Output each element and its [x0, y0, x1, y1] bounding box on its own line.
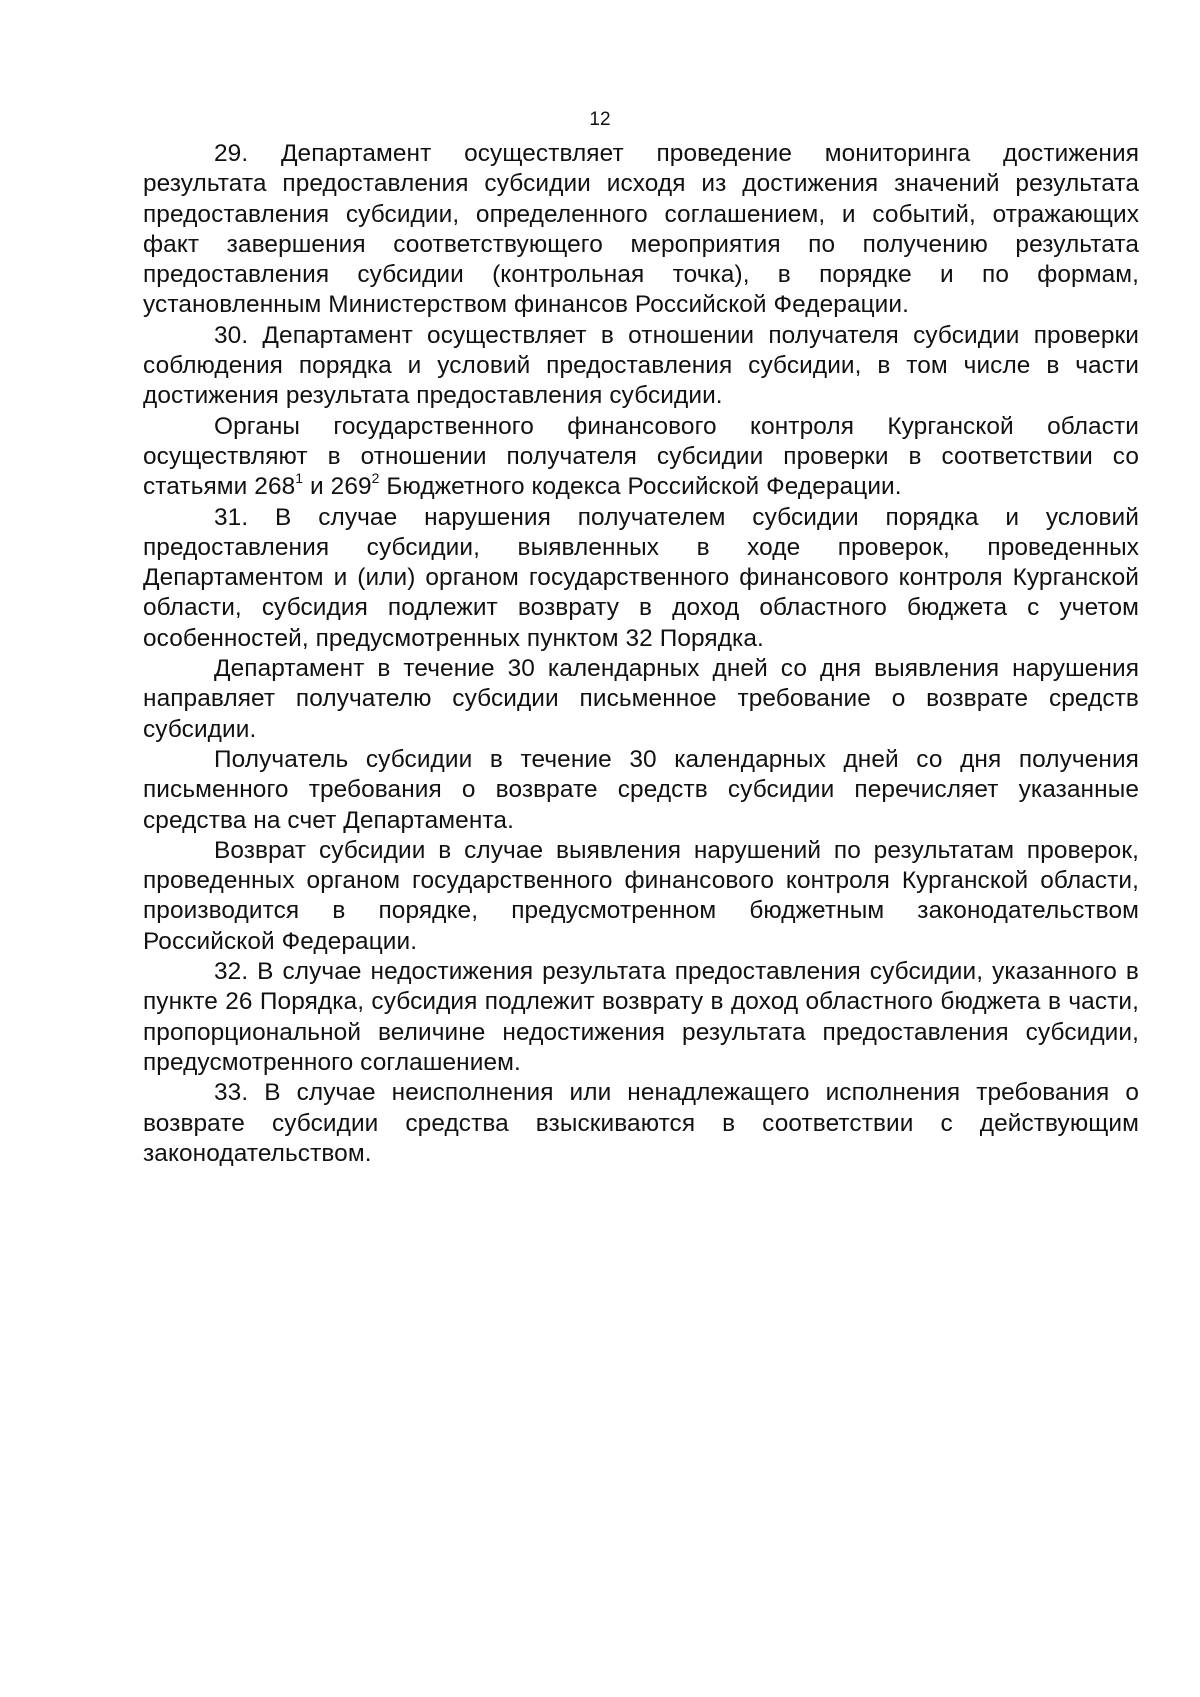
paragraph-31-transfer: Получатель субсидии в течение 30 календарных дней со дня получения письменного требования о возврате средств субсидии перечисляет указанные средства на счет Департамента.: [143, 745, 1139, 834]
paragraph-31: 31. В случае нарушения получателем субсидии порядка и условий предоставления субсидии, выявленных в ходе проверок, проведенных Департаментом и (или) органом государственного финансового контроля Курганской области, субсидия подлежит возврату в доход областного бюджета с учетом особенностей, предусмотренных пунктом 32 Порядка.: [143, 503, 1139, 652]
paragraph-text: и 269: [303, 473, 372, 501]
document-body: [143, 139, 1139, 1169]
paragraph-32: 32. В случае недостижения результата предоставления субсидии, указанного в пункте 26 Порядка, субсидия подлежит возврату в доход областного бюджета в части, пропорциональной величине недостижения результата предоставления субсидии, предусмотренного соглашением.: [143, 958, 1139, 1076]
superscript-1: 1: [295, 470, 304, 487]
superscript-2: 2: [371, 470, 380, 487]
paragraph-30-control-bodies: [143, 412, 1139, 503]
paragraph-text: Бюджетного кодекса Российской Федерации.: [379, 473, 902, 501]
paragraph-29: 29. Департамент осуществляет проведение мониторинга достижения результата предоставления субсидии исходя из достижения значений результата предоставления субсидии, определенного соглашением, и событий, отражающих факт завершения соответствующего мероприятия по получению результата предоставления субсидии (контрольная точка), в порядке и по формам, установленным Министерством финансов Российской Федерации.: [143, 140, 1139, 319]
paragraph-30: 30. Департамент осуществляет в отношении получателя субсидии проверки соблюдения порядка и условий предоставления субсидии, в том числе в части достижения результата предоставления субсидии.: [143, 321, 1139, 410]
page-number: 12: [589, 109, 611, 130]
paragraph-31-return: Возврат субсидии в случае выявления нарушений по результатам проверок, проведенных органом государственного финансового контроля Курганской области, производится в порядке, предусмотренном бюджетным законодательством Российской Федерации.: [143, 836, 1139, 955]
paragraph-text: Органы государственного финансового контроля Курганской области осуществляют в отношении получателя субсидии проверки в соответствии со статьями 268: [143, 412, 1139, 501]
paragraph-33: 33. В случае неисполнения или ненадлежащего исполнения требования о возврате субсидии средства взыскиваются в соответствии с действующим законодательством.: [143, 1079, 1139, 1167]
paragraph-31-demand: Департамент в течение 30 календарных дней со дня выявления нарушения направляет получателю субсидии письменное требование о возврате средств субсидии.: [143, 655, 1139, 743]
